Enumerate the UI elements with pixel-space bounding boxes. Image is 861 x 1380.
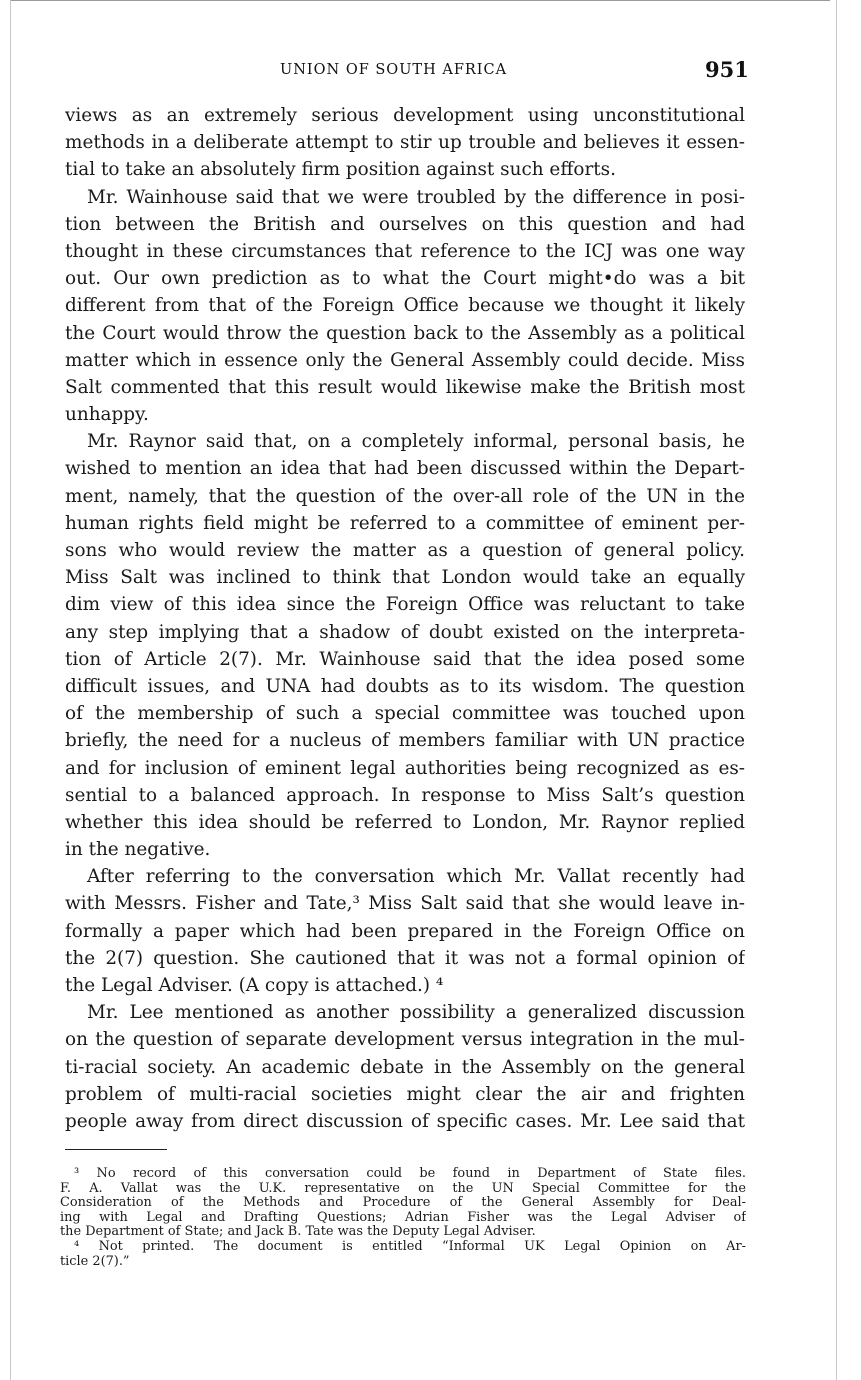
body-line: matter which in essence only the General Assembly could decide. Miss — [65, 349, 745, 371]
body-line: Mr. Lee mentioned as another possibility a generalized discussion — [87, 1002, 745, 1024]
body-line: tion of Article 2(7). Mr. Wainhouse said that the idea posed some — [65, 648, 745, 670]
body-line: people away from direct discussion of specific cases. Mr. Lee said that — [65, 1110, 745, 1132]
body-line: thought in these circumstances that reference to the ICJ was one way — [65, 240, 745, 262]
body-line: sons who would review the matter as a question of general policy. — [65, 540, 745, 561]
body-line: tion between the British and ourselves on this question and had — [65, 213, 745, 235]
body-line: in the negative. — [65, 839, 211, 861]
body-line: dim view of this idea since the Foreign Office was reluctant to take — [65, 594, 745, 616]
body-line: Mr. Raynor said that, on a completely informal, personal basis, he — [87, 431, 745, 453]
body-line: sential to a balanced approach. In response to Miss Salt’s question — [65, 784, 745, 806]
body-line: with Messrs. Fisher and Tate,³ Miss Salt said that she would leave in- — [65, 893, 745, 915]
page-number: 951 — [705, 57, 749, 82]
footnote-line: ing with Legal and Drafting Questions; Adrian Fisher was the Legal Adviser of — [60, 1210, 746, 1225]
body-line: the Court would throw the question back to the Assembly as a political — [65, 322, 745, 344]
footnote-line: the Department of State; and Jack B. Tate was the Deputy Legal Adviser. — [60, 1225, 536, 1240]
body-line: wished to mention an idea that had been discussed within the Depart- — [65, 458, 745, 480]
body-line: whether this idea should be referred to London, Mr. Raynor replied — [65, 811, 745, 833]
running-head — [0, 57, 861, 87]
body-line: Miss Salt was inclined to think that London would take an equally — [65, 567, 745, 589]
body-line: human rights field might be referred to a committee of eminent per- — [65, 512, 745, 534]
body-line: the 2(7) question. She cautioned that it was not a formal opinion of — [65, 947, 745, 969]
body-line: different from that of the Foreign Office because we thought it likely — [65, 295, 745, 317]
body-line: on the question of separate development versus integration in the mul- — [65, 1029, 745, 1051]
page-edge-top — [10, 0, 830, 1]
body-line: formally a paper which had been prepared in the Foreign Office on — [65, 920, 745, 942]
body-line: of the membership of such a special committee was touched upon — [65, 703, 745, 725]
body-line: ti-racial society. An academic debate in the Assembly on the general — [65, 1056, 745, 1078]
body-line: problem of multi-racial societies might clear the air and frighten — [65, 1083, 745, 1105]
page-edge-left — [10, 0, 11, 1380]
body-line: Salt commented that this result would likewise make the British most — [65, 376, 745, 398]
body-line: out. Our own prediction as to what the Court might•do was a bit — [65, 268, 745, 290]
body-line: tial to take an absolutely firm position against such efforts. — [65, 159, 616, 181]
page-edge-right — [836, 0, 837, 1380]
body-line: After referring to the conversation which Mr. Vallat recently had — [87, 866, 745, 888]
running-title: UNION OF SOUTH AFRICA — [280, 62, 508, 78]
footnotes — [60, 1167, 746, 1269]
body-line: difficult issues, and UNA had doubts as to its wisdom. The question — [65, 675, 745, 697]
body-line: and for inclusion of eminent legal authorities being recognized as es- — [65, 757, 745, 779]
footnote-line: ticle 2(7).” — [60, 1254, 130, 1269]
body-line: unhappy. — [65, 404, 149, 426]
footnote-rule — [65, 1149, 167, 1150]
body-line: the Legal Adviser. (A copy is attached.) ⁴ — [65, 975, 444, 996]
body-line: Mr. Wainhouse said that we were troubled by the difference in posi- — [87, 186, 745, 208]
body-text — [65, 102, 745, 1135]
body-line: methods in a deliberate attempt to stir up trouble and believes it essen- — [65, 132, 745, 154]
body-line: ment, namely, that the question of the over-all role of the UN in the — [65, 485, 745, 507]
footnote-line: ⁴ Not printed. The document is entitled “Informal UK Legal Opinion on Ar- — [74, 1239, 746, 1254]
footnote-line: F. A. Vallat was the U.K. representative on the UN Special Committee for the — [60, 1181, 746, 1196]
body-line: any step implying that a shadow of doubt existed on the interpreta- — [65, 621, 745, 643]
body-line: views as an extremely serious development using unconstitutional — [65, 105, 745, 126]
footnote-line: ³ No record of this conversation could be found in Department of State files. — [74, 1167, 746, 1181]
footnote-line: Consideration of the Methods and Procedure of the General Assembly for Deal- — [60, 1196, 746, 1211]
body-line: briefly, the need for a nucleus of members familiar with UN practice — [65, 730, 745, 752]
